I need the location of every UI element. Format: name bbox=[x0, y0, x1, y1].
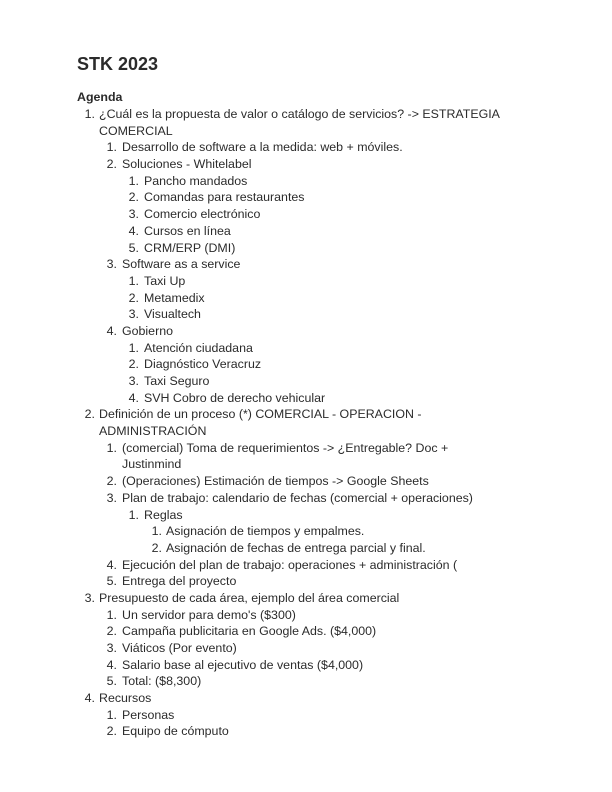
list-item bbox=[0, 189, 612, 206]
list-item-number: 2. bbox=[106, 724, 117, 739]
list-item-text: Asignación de tiempos y empalmes. bbox=[166, 524, 365, 539]
list-item-number: 2. bbox=[84, 407, 95, 422]
list-item-text: Recursos bbox=[99, 691, 152, 706]
list-item bbox=[0, 240, 612, 257]
list-item-number: 4. bbox=[106, 657, 117, 672]
list-item-number: 2. bbox=[106, 157, 117, 172]
list-item-text: Comercio electrónico bbox=[144, 207, 261, 222]
list-item-number: 1. bbox=[151, 524, 162, 539]
list-item-text: (comercial) Toma de requerimientos -> ¿Entregable? Doc + bbox=[122, 440, 449, 455]
list-item-text: Gobierno bbox=[122, 323, 173, 338]
list-item bbox=[0, 173, 612, 190]
list-item bbox=[0, 707, 612, 724]
list-item-text: Taxi Seguro bbox=[144, 374, 210, 388]
list-item bbox=[0, 273, 612, 290]
list-item bbox=[0, 373, 612, 390]
list-item-text: COMERCIAL bbox=[99, 123, 173, 138]
list-item bbox=[0, 607, 612, 624]
list-item-number: 4. bbox=[84, 691, 95, 706]
list-item-number: 1. bbox=[106, 140, 117, 155]
list-item-text: Personas bbox=[122, 707, 175, 722]
list-item-number: 4. bbox=[106, 557, 117, 572]
list-item-number: 1. bbox=[106, 440, 117, 455]
list-item-text: (Operaciones) Estimación de tiempos -> Google Sheets bbox=[122, 474, 429, 489]
list-item-text: Metamedix bbox=[144, 290, 205, 305]
list-item-text: Pancho mandados bbox=[144, 173, 248, 188]
list-item-text: Equipo de cómputo bbox=[122, 724, 229, 739]
list-item-text: ¿Cuál es la propuesta de valor o catálogo de servicios? -> ESTRATEGIA bbox=[99, 107, 500, 121]
list-item bbox=[0, 590, 612, 607]
list-item-text: SVH Cobro de derecho vehicular bbox=[144, 390, 326, 405]
list-item-number: 1. bbox=[128, 507, 139, 522]
list-item bbox=[0, 557, 612, 574]
list-item-text: Plan de trabajo: calendario de fechas (comercial + operaciones) bbox=[122, 490, 473, 505]
list-item bbox=[0, 290, 612, 307]
list-item-number: 1. bbox=[128, 340, 139, 355]
list-item bbox=[0, 206, 612, 223]
list-item bbox=[0, 673, 612, 690]
list-item bbox=[0, 657, 612, 674]
list-item-number: 1. bbox=[106, 707, 117, 722]
list-item-number: 4. bbox=[128, 223, 139, 238]
list-item-number: 3. bbox=[106, 490, 117, 505]
list-item-text: Entrega del proyecto bbox=[122, 574, 237, 589]
list-item-text: Taxi Up bbox=[144, 273, 186, 288]
list-item bbox=[0, 540, 612, 557]
list-item-text: CRM/ERP (DMI) bbox=[144, 240, 236, 255]
list-item-text: Presupuesto de cada área, ejemplo del área comercial bbox=[99, 590, 400, 605]
list-item-number: 2. bbox=[106, 624, 117, 639]
list-item-number: 2. bbox=[151, 540, 162, 555]
list-item-text: Ejecución del plan de trabajo: operaciones + administración ( bbox=[122, 557, 458, 572]
list-item-text: Soluciones - Whitelabel bbox=[122, 157, 252, 172]
list-item-text: ADMINISTRACIÓN bbox=[99, 424, 207, 439]
list-item-text: Un servidor para demo's ($300) bbox=[122, 607, 296, 622]
list-item-number: 2. bbox=[128, 290, 139, 305]
list-item bbox=[0, 573, 612, 590]
list-item-text: Definición de un proceso (*) COMERCIAL - OPERACION - bbox=[99, 407, 422, 422]
list-item bbox=[0, 423, 612, 440]
list-item-text: Reglas bbox=[144, 507, 183, 522]
list-item-text: Desarrollo de software a la medida: web + móviles. bbox=[122, 140, 403, 155]
list-item bbox=[0, 356, 612, 373]
list-item-number: 3. bbox=[128, 307, 139, 322]
list-item-number: 3. bbox=[106, 257, 117, 272]
list-item bbox=[0, 156, 612, 173]
list-item-text: Justinmind bbox=[122, 457, 182, 472]
agenda-heading: Agenda bbox=[77, 90, 123, 104]
list-item bbox=[0, 390, 612, 407]
list-item-number: 3. bbox=[84, 590, 95, 605]
list-item bbox=[0, 256, 612, 273]
list-item bbox=[0, 323, 612, 340]
list-item-text: Atención ciudadana bbox=[144, 340, 253, 355]
list-item-number: 1. bbox=[128, 273, 139, 288]
list-item-number: 3. bbox=[128, 374, 139, 388]
list-item-number: 5. bbox=[106, 574, 117, 589]
list-item-number: 2. bbox=[106, 474, 117, 489]
list-item-text: Campaña publicitaria en Google Ads. ($4,000) bbox=[122, 624, 377, 639]
list-item-text: Total: ($8,300) bbox=[122, 674, 202, 689]
list-item-text: Software as a service bbox=[122, 257, 241, 272]
list-item-number: 1. bbox=[128, 173, 139, 188]
list-item-text: Diagnóstico Veracruz bbox=[144, 357, 262, 372]
list-item-number: 4. bbox=[128, 390, 139, 405]
list-item-number: 5. bbox=[106, 674, 117, 689]
list-item-number: 4. bbox=[106, 323, 117, 338]
list-item-number: 1. bbox=[84, 107, 95, 121]
list-item bbox=[0, 723, 612, 740]
list-item bbox=[0, 223, 612, 240]
list-item-text: Asignación de fechas de entrega parcial y final. bbox=[166, 540, 426, 555]
list-item bbox=[0, 340, 612, 357]
list-item bbox=[0, 440, 612, 457]
list-item-number: 5. bbox=[128, 240, 139, 255]
list-item bbox=[0, 473, 612, 490]
list-item-text: Viáticos (Por evento) bbox=[122, 641, 237, 655]
list-item bbox=[0, 306, 612, 323]
list-item-text: Cursos en línea bbox=[144, 223, 231, 238]
list-item-number: 2. bbox=[128, 190, 139, 205]
list-item-number: 2. bbox=[128, 357, 139, 372]
list-item-text: Salario base al ejecutivo de ventas ($4,000) bbox=[122, 657, 364, 672]
list-item bbox=[0, 523, 612, 540]
list-item bbox=[0, 623, 612, 640]
document-title: STK 2023 bbox=[77, 54, 159, 74]
list-item-text: Visualtech bbox=[144, 307, 201, 322]
list-item bbox=[0, 123, 612, 140]
list-item bbox=[0, 690, 612, 707]
list-item bbox=[0, 456, 612, 473]
list-item-text: Comandas para restaurantes bbox=[144, 190, 305, 205]
list-item bbox=[0, 106, 612, 123]
list-item bbox=[0, 490, 612, 507]
list-item-number: 1. bbox=[106, 607, 117, 622]
list-item-number: 3. bbox=[106, 641, 117, 655]
list-item bbox=[0, 139, 612, 156]
list-item bbox=[0, 507, 612, 524]
list-item bbox=[0, 640, 612, 657]
list-item-number: 3. bbox=[128, 207, 139, 222]
agenda-list bbox=[0, 106, 612, 740]
list-item bbox=[0, 406, 612, 423]
